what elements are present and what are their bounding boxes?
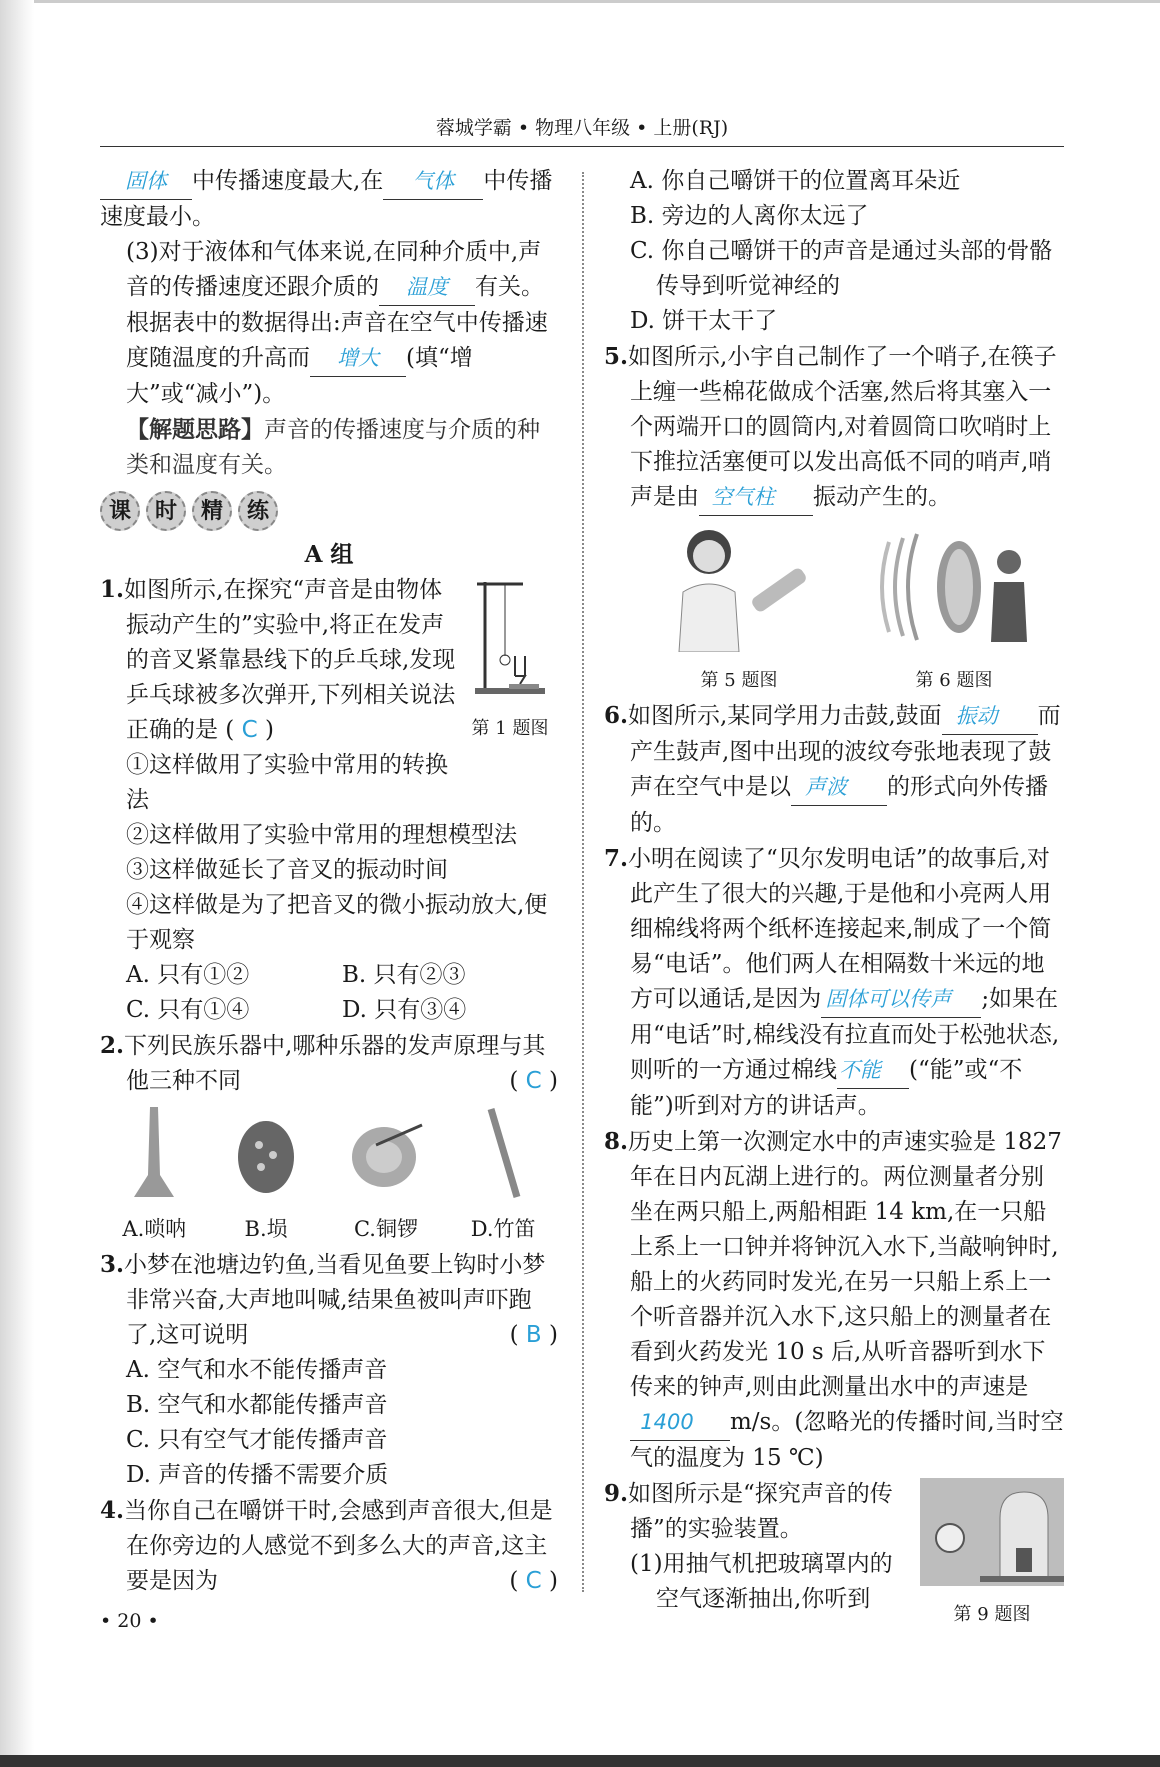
tuning-fork-figure bbox=[465, 576, 555, 700]
girl-whistle-figure bbox=[659, 522, 819, 652]
xun-figure bbox=[231, 1105, 301, 1201]
answer-blank: 气体 bbox=[383, 164, 483, 200]
question-5: 5.如图所示,小宇自己制作了一个哨子,在筷子上缠一些棉花做成个活塞,然后将其塞入一个两端开口的圆筒内,对着圆筒口吹哨时上下推拉活塞便可以发出高低不同的哨声,哨声是由 空气柱 振动产生的。 bbox=[604, 339, 1064, 516]
page-number: • 20 • bbox=[100, 1610, 159, 1632]
column-divider bbox=[582, 172, 584, 1592]
question-3: 3.小梦在池塘边钓鱼,当看见鱼要上钩时小梦非常兴奋,大声地叫喊,结果鱼被叫声吓跑了,这可说明 ( B ) A. 空气和水不能传播声音 B. 空气和水都能传播声音 C. 只有空气才能传播声音 D. 声音的传播不需要介质 bbox=[100, 1251, 558, 1488]
right-column: A. 你自己嚼饼干的位置离耳朵近 B. 旁边的人离你太远了 C. 你自己嚼饼干的声音是通过头部的骨骼传导到听觉神经的 D. 饼干太干了 5.如图所示,小宇自己制作了一个哨子,在筷子上缠一些棉花做成个活塞,然后将其塞入一个两端开口的圆筒内,对着圆筒口吹哨时上下推拉活塞便可以发出高低不同的哨声,哨声是由 空气柱 振动产生的。 第 5 题图 第 6 题图 6.如图所示,某同学用力击鼓,鼓面 振动 而产生鼓声,图中出现的波纹夸张地表现了鼓声在空气中是以 声波 的形式向外传播的。 7.小明在阅读了“贝尔发明电话”的故事后,对此产生了很大的兴趣,于是他和小亮两人用细棉线将两个纸杯连接起来,制成了一个简易“电话”。他们两人在相隔数十米远的地方可以通话,是因为 固体可以传声 ;如果在用“电话”时,棉线没有拉直而处于松弛状态,则听的一方通过棉线不能 (“能”或“不能”)听到对方的讲话声。 8.历史上第一次测定水中的声速实验是 1827 年在日内瓦湖上进行的。两位测量者分别坐在两只船上,两船相距 14 km,在一只船上系上一口钟并将钟沉入水下,当敲响钟时,船上的火药同时发光,在另一只船上系上一个听音器并沉入水下,这只船上的测量者在看到火药发光 10 s 后,从听音器听到水下传来的钟声,则由此测量出水中的声速是1400 m/s。(忽略光的传播时间,当时空气的温度为 15 ℃) 第 9 题图 9.如图所示是“探究声音的传播”的实验装置。 (1)用抽气机把玻璃罩内的空气逐渐抽出,你听到 bbox=[604, 168, 1064, 1625]
cont-paragraph-1: 固体 中传播速度最大,在 气体 中传播速度最小。 bbox=[100, 164, 558, 235]
answer-choice: B bbox=[525, 1322, 542, 1348]
figure-caption: 第 1 题图 bbox=[471, 718, 549, 739]
page-binding-shadow bbox=[0, 0, 34, 1767]
suona-figure bbox=[124, 1105, 184, 1201]
answer-choice: C bbox=[525, 1568, 542, 1594]
answer-blank: 固体 bbox=[100, 164, 192, 200]
options: C. 只有①④ D. 只有③④ bbox=[126, 997, 467, 1023]
answer-choice: C bbox=[241, 717, 258, 743]
left-column bbox=[100, 164, 558, 1599]
answer-blank: 固体可以传声 bbox=[821, 982, 981, 1018]
section-title: 课 时 精 练 bbox=[100, 491, 558, 531]
question-6: 6.如图所示,某同学用力击鼓,鼓面 振动 而产生鼓声,图中出现的波纹夸张地表现了鼓声在空气中是以 声波 的形式向外传播的。 bbox=[604, 698, 1064, 841]
answer-blank: 增大 bbox=[310, 341, 406, 377]
top-edge bbox=[0, 0, 1160, 3]
answer-blank: 温度 bbox=[379, 270, 475, 306]
question-9: 第 9 题图 9.如图所示是“探究声音的传播”的实验装置。 (1)用抽气机把玻璃罩内的空气逐渐抽出,你听到 bbox=[604, 1476, 1064, 1617]
group-title: A 组 bbox=[304, 541, 354, 568]
figures-5-6: 第 5 题图 第 6 题图 bbox=[634, 522, 1064, 698]
answer-choice: C bbox=[525, 1068, 542, 1094]
header-rule bbox=[100, 146, 1064, 147]
answer-blank: 声波 bbox=[791, 770, 887, 806]
page-header: 蓉城学霸 • 物理八年级 • 上册(RJ) bbox=[435, 117, 729, 139]
bottom-edge bbox=[0, 1755, 1160, 1767]
answer-blank: 不能 bbox=[837, 1053, 909, 1089]
drum-figure bbox=[869, 522, 1039, 652]
gong-figure bbox=[346, 1105, 426, 1201]
answer-blank: 振动 bbox=[942, 699, 1038, 735]
question-2: 2.下列民族乐器中,哪种乐器的发声原理与其他三种不同 ( C ) A.唢呐 B.埙 C.铜锣 D.竹笛 bbox=[100, 1028, 558, 1247]
bamboo-flute-figure bbox=[473, 1105, 533, 1201]
answer-blank: 空气柱 bbox=[699, 480, 813, 516]
question-1: 第 1 题图 1.如图所示,在探究“声音是由物体振动产生的”实验中,将正在发声的音叉紧靠悬线下的乒乓球,发现乒乓球被多次弹开,下列相关说法正确的是 ( C ) ①这样做用了实验中常用的转换法 ②这样做用了实验中常用的理想模型法 ③这样做延长了音叉的振动时间 ④这样做是为了把音叉的微小振动放大,便于观察 A. 只有①② B. 只有②③ C. 只有①④ D. 只有③④ bbox=[100, 572, 558, 1028]
cont-paragraph-2: (3)对于液体和气体来说,在同种介质中,声音的传播速度还跟介质的 温度 有关。根据表中的数据得出:声音在空气中传播速度随温度的升高而 增大 (填“增大”或“减小”)。 bbox=[126, 239, 548, 407]
solution-tip: 【解题思路】声音的传播速度与介质的种类和温度有关。 bbox=[126, 416, 540, 478]
instrument-figures: A.唢呐 B.埙 C.铜锣 D.竹笛 bbox=[100, 1105, 558, 1247]
bell-jar-figure bbox=[920, 1478, 1064, 1586]
question-4: 4.当你自己在嚼饼干时,会感到声音很大,但是在你旁边的人感觉不到多么大的声音,这主要是因为 ( C ) bbox=[100, 1497, 558, 1594]
options: A. 只有①② B. 只有②③ bbox=[126, 962, 466, 988]
question-7: 7.小明在阅读了“贝尔发明电话”的故事后,对此产生了很大的兴趣,于是他和小亮两人用细棉线将两个纸杯连接起来,制成了一个简易“电话”。他们两人在相隔数十米远的地方可以通话,是因为 固体可以传声 ;如果在用“电话”时,棉线没有拉直而处于松弛状态,则听的一方通过棉线不能 (“能”或“不能”)听到对方的讲话声。 bbox=[604, 845, 1060, 1119]
question-8: 8.历史上第一次测定水中的声速实验是 1827 年在日内瓦湖上进行的。两位测量者分别坐在两只船上,两船相距 14 km,在一只船上系上一口钟并将钟沉入水下,当敲响钟时,船上的火药同时发光,在另一只船上系上一个听音器并沉入水下,这只船上的测量者在看到火药发光 10 s 后,从听音器听到水下传来的钟声,则由此测量出水中的声速是1400 m/s。(忽略光的传播时间,当时空气的温度为 15 ℃) bbox=[604, 1128, 1064, 1471]
answer-blank: 1400 bbox=[630, 1405, 730, 1441]
